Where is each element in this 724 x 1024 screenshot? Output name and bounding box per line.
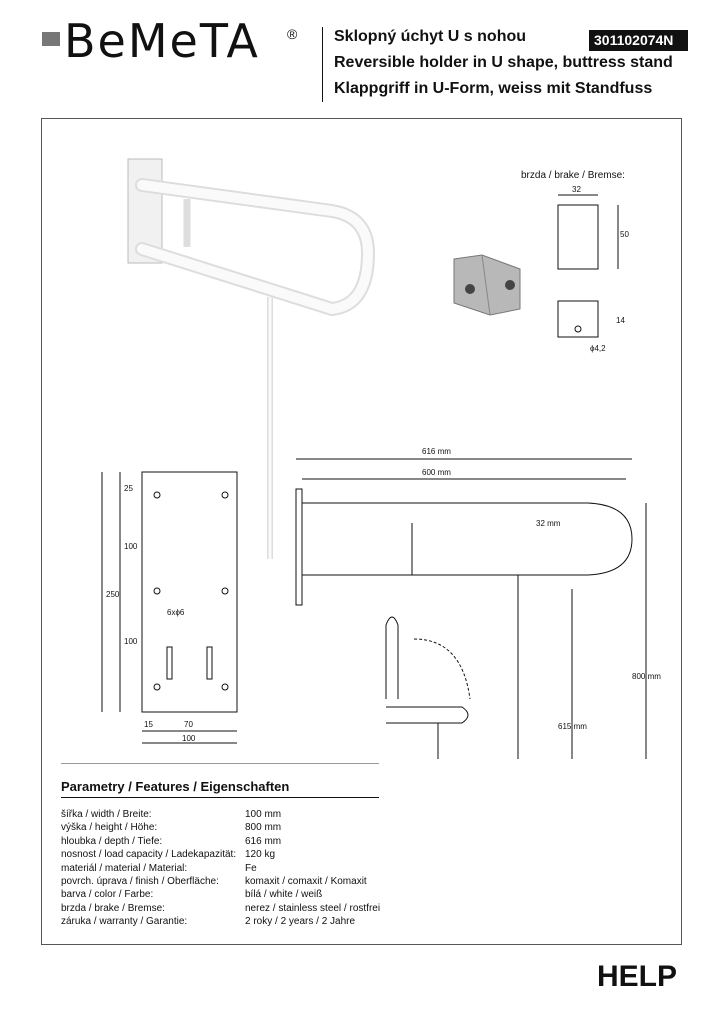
param-row [61,902,380,915]
param-row [61,808,380,821]
plate-dim-70: 70 [184,720,193,729]
side-dim-800: 800 mm [632,672,661,681]
param-label: povrch. úprava / finish / Oberfläche: [61,876,219,888]
param-value: nerez / stainless steel / rostfrei [245,902,381,914]
brake-front-view [558,185,629,269]
param-row [61,835,380,848]
param-label: nosnost / load capacity / Ladekapazität: [61,849,237,861]
plate-dim-25: 25 [124,484,133,493]
param-row [61,888,380,901]
side-dim-600: 600 mm [422,468,451,477]
brake-label: brzda / brake / Bremse: [521,170,625,181]
side-dim-32: 32 mm [536,519,561,528]
param-label: barva / color / Farbe: [61,889,154,901]
plate-dim-100a: 100 [124,542,138,551]
param-label: materiál / material / Material: [61,862,188,874]
side-dim-616: 616 mm [422,447,451,456]
technical-drawing [42,119,682,759]
param-label: záruka / warranty / Garantie: [61,916,188,928]
plate-dim-15: 15 [144,720,153,729]
logo-mark [42,32,60,46]
param-value: 800 mm [245,822,282,834]
parameters-divider [61,797,379,798]
param-row [61,821,380,834]
title-divider [322,27,323,102]
folded-position-detail [386,617,470,759]
plate-dim-100c: 100 [182,734,196,743]
brake-width-label: 32 [572,185,581,194]
param-value: bílá / white / weiß [245,889,323,901]
plate-dim-250: 250 [106,590,120,599]
param-label: brzda / brake / Bremse: [61,902,165,914]
parameters-title: Parametry / Features / Eigenschaften [61,779,290,794]
param-value: 616 mm [245,835,282,847]
brand-logo: BeMeTA [64,14,260,68]
series-name: HELP [597,960,678,993]
params-top-divider [61,763,379,764]
brake-hole-label: ϕ4,2 [590,344,606,353]
brake-top-view [558,301,625,353]
product-illustration [128,159,368,559]
param-row [61,848,380,861]
side-dim-615: 615 mm [558,722,587,731]
param-row [61,915,380,928]
param-label: šířka / width / Breite: [61,809,152,820]
param-value: Fe [245,862,257,874]
title-czech: Sklopný úchyt U s nohou [334,28,527,45]
registered-mark: ® [287,26,298,42]
brake-depth-label: 14 [616,316,625,325]
plate-dim-100b: 100 [124,637,138,646]
side-elevation-drawing [296,447,661,759]
brake-height-label: 50 [620,230,629,239]
wall-plate-drawing [102,472,237,743]
parameters-table [61,808,380,929]
param-row [61,862,380,875]
param-label: výška / height / Höhe: [61,822,158,834]
param-value: 2 roky / 2 years / 2 Jahre [245,916,356,928]
title-german: Klappgriff in U-Form, weiss mit Standfuss [334,80,653,97]
param-label: hloubka / depth / Tiefe: [61,835,163,847]
param-row [61,875,380,888]
param-value: komaxit / comaxit / Komaxit [245,876,367,888]
title-english: Reversible holder in U shape, buttress stand [334,54,673,71]
brake-photo [454,255,520,315]
param-value: 100 mm [245,809,282,820]
param-value: 120 kg [245,849,276,861]
plate-holes-label: 6xϕ6 [167,608,185,617]
product-code: 301102074N [589,30,688,51]
